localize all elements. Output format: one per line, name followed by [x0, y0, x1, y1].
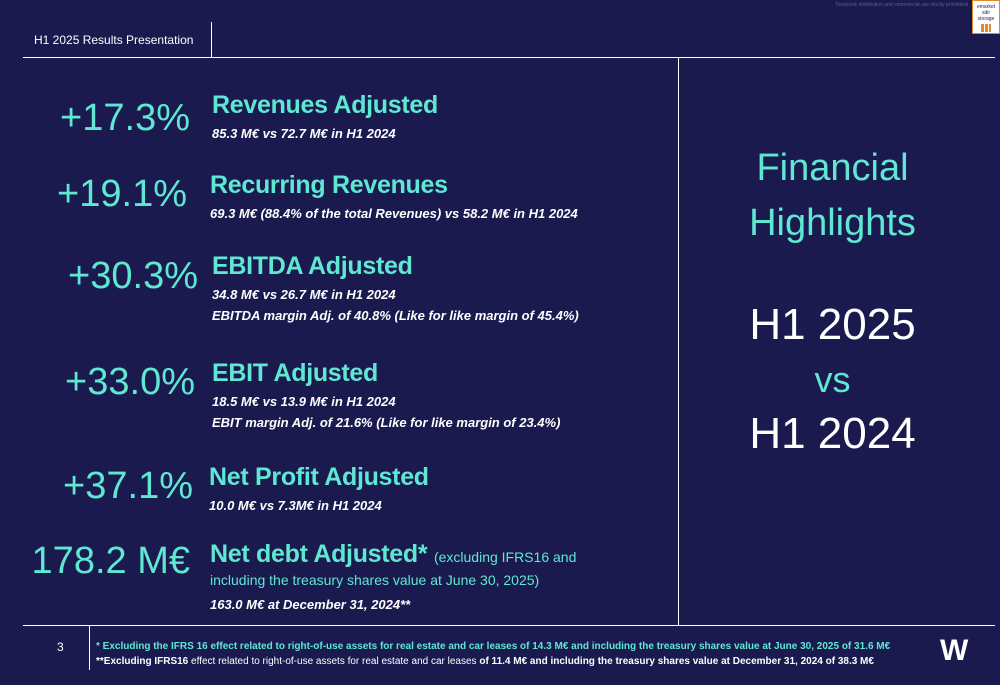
footnote-2-mid: effect related to right-of-use assets for real estate and car leases	[188, 656, 480, 667]
metric-ebitda-pct: +30.3%	[68, 255, 198, 297]
header-rule	[23, 57, 995, 58]
metric-ebit-pct: +33.0%	[65, 361, 195, 403]
metric-ebitda-title: EBITDA Adjusted	[212, 252, 413, 280]
metric-recurring-title: Recurring Revenues	[210, 171, 448, 199]
metric-netdebt-detail: 163.0 M€ at December 31, 2024**	[210, 597, 411, 612]
metric-netdebt-note-a: (excluding IFRS16 and	[433, 549, 577, 565]
logo-bars-icon	[981, 24, 991, 32]
metric-recurring-detail: 69.3 M€ (88.4% of the total Revenues) vs 58.2 M€ in H1 2024	[210, 206, 578, 221]
footer-rule	[23, 625, 995, 626]
metric-ebitda-margin: EBITDA margin Adj. of 40.8% (Like for like margin of 45.4%)	[212, 308, 579, 323]
footer-divider	[89, 626, 90, 670]
metric-ebit-detail: 18.5 M€ vs 13.9 M€ in H1 2024	[212, 394, 396, 409]
brand-w-logo: W	[940, 634, 966, 667]
footnote-2-lead: **Excluding IFRS16	[96, 656, 189, 667]
period-previous: H1 2024	[749, 409, 916, 458]
period-current: H1 2025	[749, 300, 916, 349]
footnote-1: * Excluding the IFRS 16 effect related to right-of-use assets for real estate and car leases of 14.3 M€ and including the treasury shares value at June 30, 2025 of 31.6 M€	[96, 641, 891, 652]
highlights-heading-line2: Highlights	[749, 202, 916, 244]
metric-ebit-title: EBIT Adjusted	[212, 359, 379, 387]
metric-recurring-pct: +19.1%	[57, 173, 187, 215]
footnote-2	[96, 656, 874, 667]
presentation-title: H1 2025 Results Presentation	[34, 33, 194, 47]
highlights-heading-line1: Financial	[756, 147, 909, 189]
metric-revenues-title: Revenues Adjusted	[212, 91, 438, 119]
metric-netprofit-pct: +37.1%	[63, 465, 193, 507]
metric-ebit-margin: EBIT margin Adj. of 21.6% (Like for like margin of 23.4%)	[212, 415, 561, 430]
disclaimer-text: Totalsonic distribution and commercial use strictly prohibited	[835, 2, 968, 8]
metric-netdebt-title-text: Net debt Adjusted*	[210, 540, 428, 568]
footnote-2-tail: of 11.4 M€ and including the treasury shares value at December 31, 2024 of 38.3 M€	[479, 656, 874, 667]
metric-netdebt-title	[210, 540, 576, 571]
header-divider	[211, 22, 212, 58]
metric-netdebt-value: 178.2 M€	[31, 540, 190, 582]
metric-netprofit-detail: 10.0 M€ vs 7.3M€ in H1 2024	[209, 498, 382, 513]
column-divider	[678, 57, 679, 625]
metric-netdebt-note-b: including the treasury shares value at June 30, 2025)	[210, 572, 540, 588]
logo-subtext: sdir storage	[977, 10, 995, 22]
company-logo	[972, 0, 1000, 34]
page-number: 3	[57, 640, 64, 654]
metric-netprofit-title: Net Profit Adjusted	[209, 463, 429, 491]
metric-revenues-detail: 85.3 M€ vs 72.7 M€ in H1 2024	[212, 126, 396, 141]
logo-text: emarket	[976, 4, 996, 10]
period-vs: vs	[814, 359, 851, 400]
metric-revenues-pct: +17.3%	[60, 97, 190, 139]
metric-ebitda-detail: 34.8 M€ vs 26.7 M€ in H1 2024	[212, 287, 396, 302]
